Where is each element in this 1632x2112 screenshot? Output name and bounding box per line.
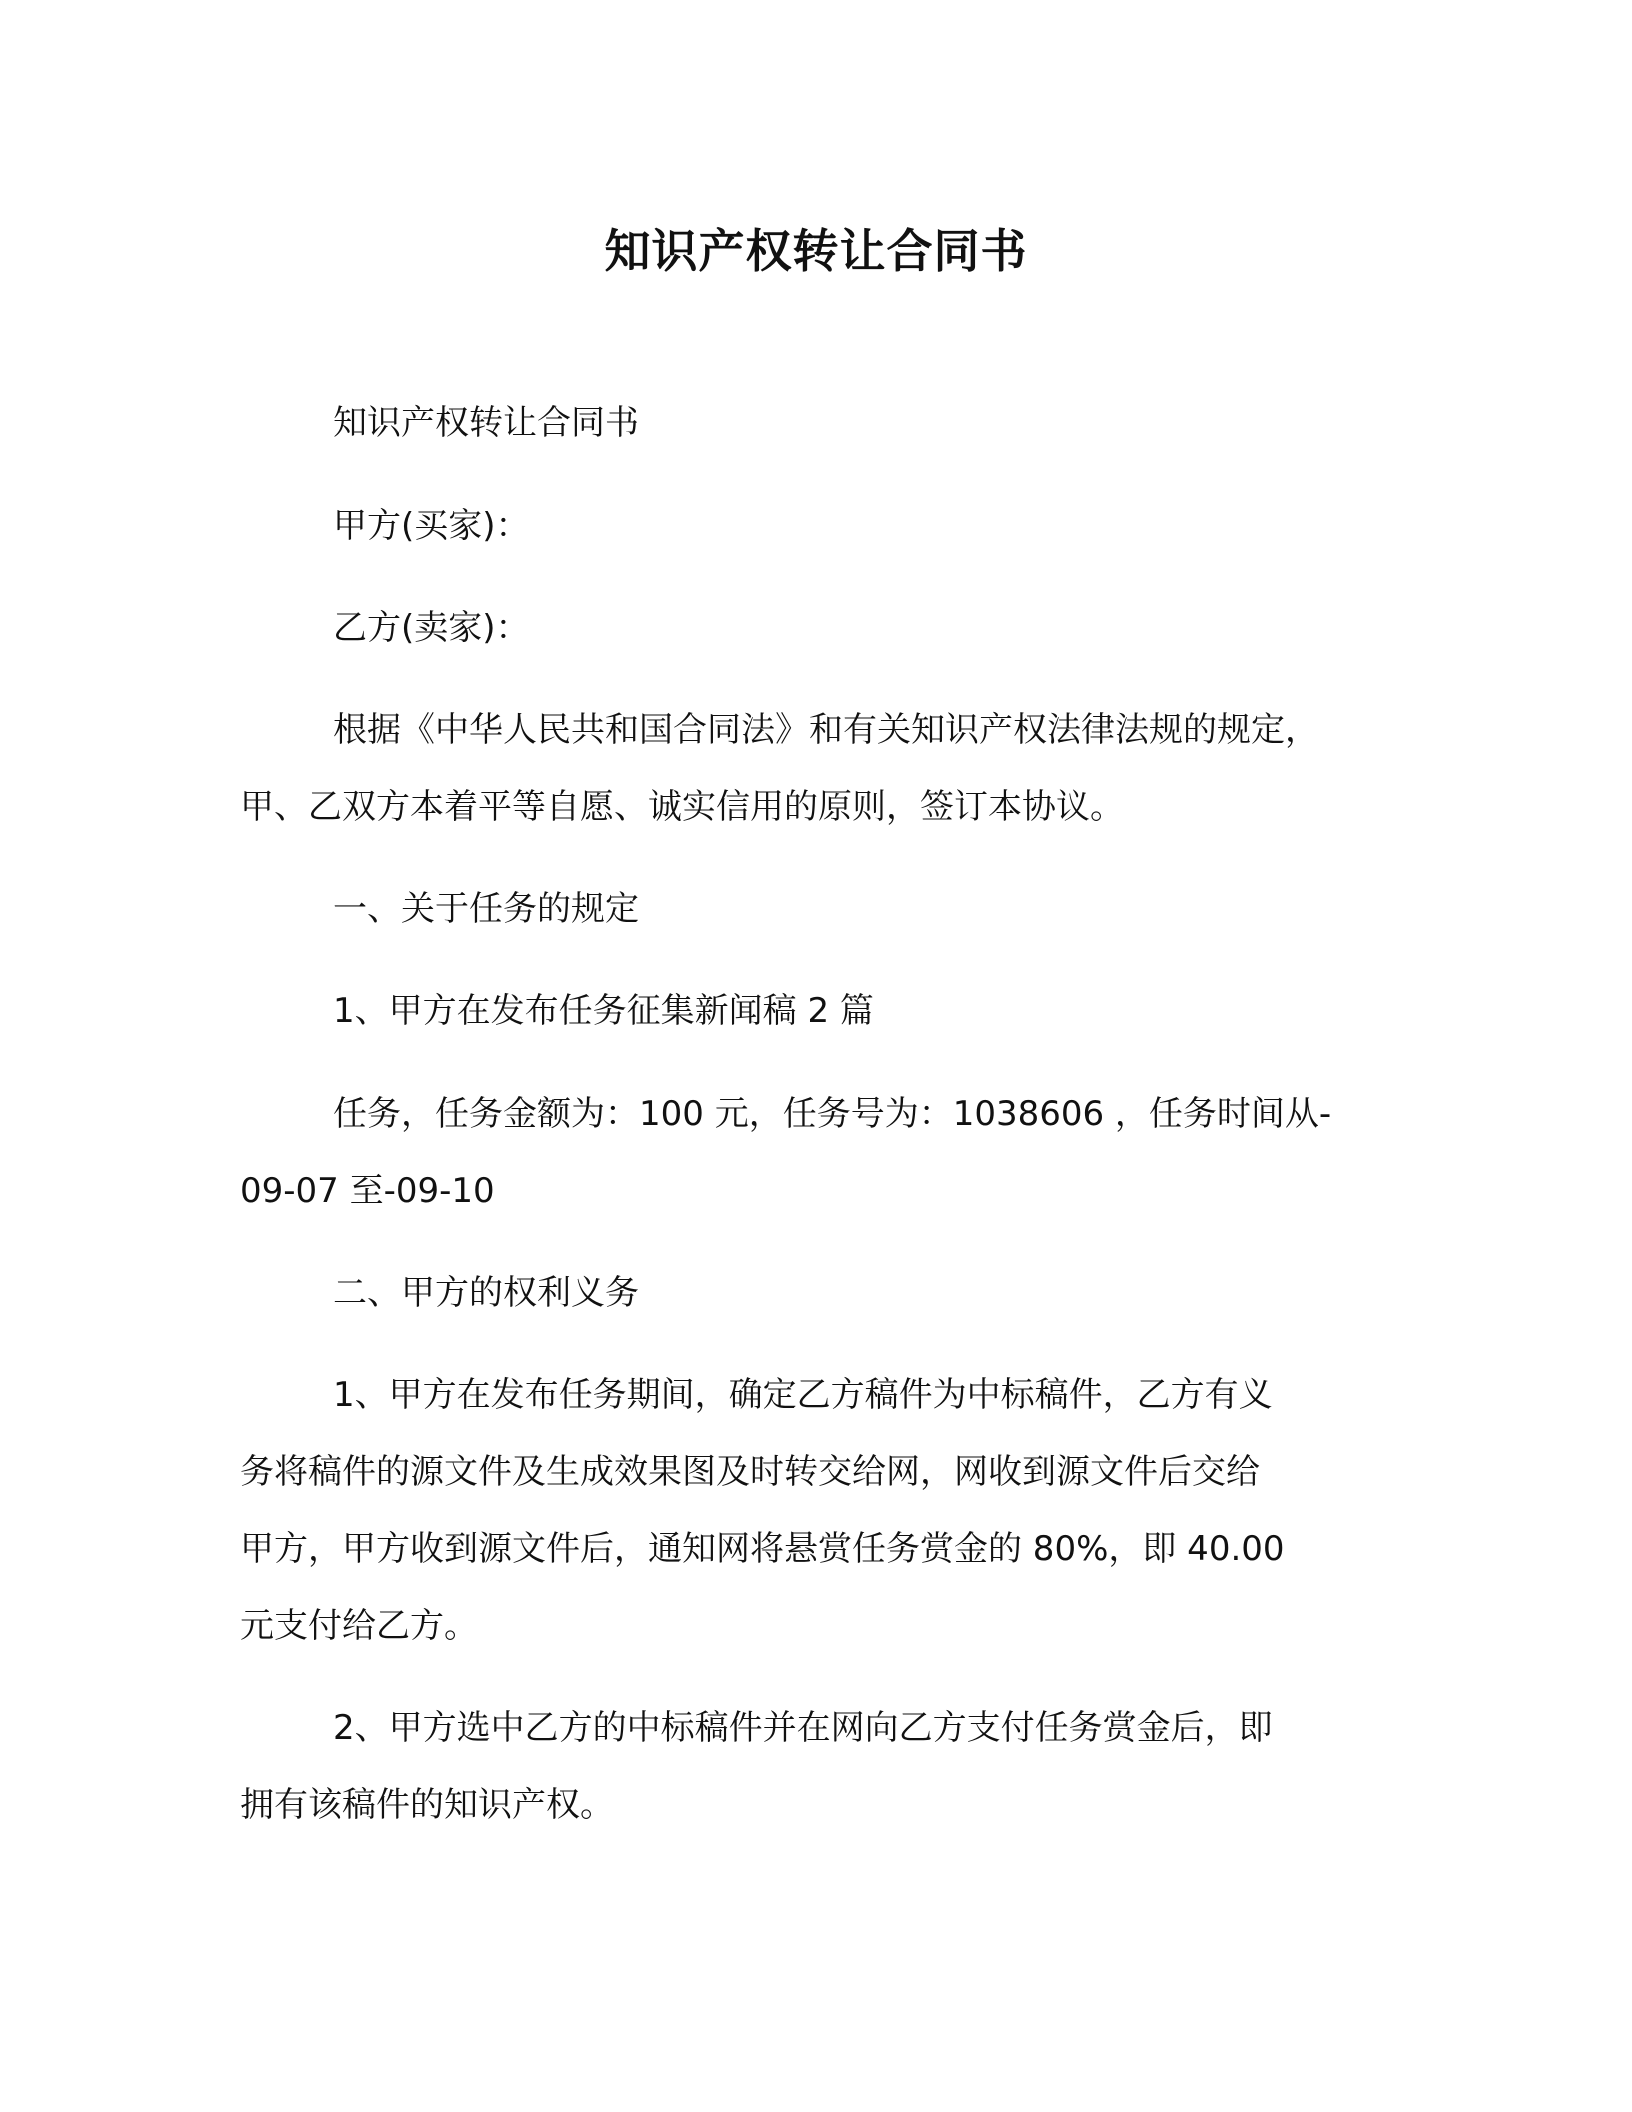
party-a-line: 甲方(买家)： bbox=[333, 506, 530, 546]
section-2-item-1-line-2: 务将稿件的源文件及生成效果图及时转交给网，网收到源文件后交给 bbox=[240, 1452, 1260, 1492]
section-2-item-2-line-1: 2、甲方选中乙方的中标稿件并在网向乙方支付任务赏金后，即 bbox=[333, 1708, 1273, 1748]
section-2-item-1-line-3: 甲方，甲方收到源文件后，通知网将悬赏任务赏金的 80%，即 40.00 bbox=[240, 1529, 1285, 1569]
section-2-item-1-line-4: 元支付给乙方。 bbox=[240, 1606, 478, 1646]
section-2-item-2-line-2: 拥有该稿件的知识产权。 bbox=[240, 1785, 614, 1825]
section-2-heading: 二、甲方的权利义务 bbox=[333, 1273, 639, 1313]
section-1-heading: 一、关于任务的规定 bbox=[333, 889, 639, 929]
preamble-line-2: 甲、乙双方本着平等自愿、诚实信用的原则，签订本协议。 bbox=[240, 787, 1124, 827]
section-2-item-1-line-1: 1、甲方在发布任务期间，确定乙方稿件为中标稿件，乙方有义 bbox=[333, 1375, 1273, 1415]
task-details-line-1: 任务，任务金额为：100 元，任务号为：1038606 ，任务时间从- bbox=[333, 1094, 1332, 1134]
document-title: 知识产权转让合同书 bbox=[604, 224, 1028, 278]
task-details-line-2: 09-07 至-09-10 bbox=[240, 1171, 495, 1211]
contract-heading: 知识产权转让合同书 bbox=[333, 403, 639, 443]
preamble-line-1: 根据《中华人民共和国合同法》和有关知识产权法律法规的规定， bbox=[333, 710, 1319, 750]
section-1-item-1: 1、甲方在发布任务征集新闻稿 2 篇 bbox=[333, 991, 874, 1031]
party-b-line: 乙方(卖家)： bbox=[333, 608, 530, 648]
